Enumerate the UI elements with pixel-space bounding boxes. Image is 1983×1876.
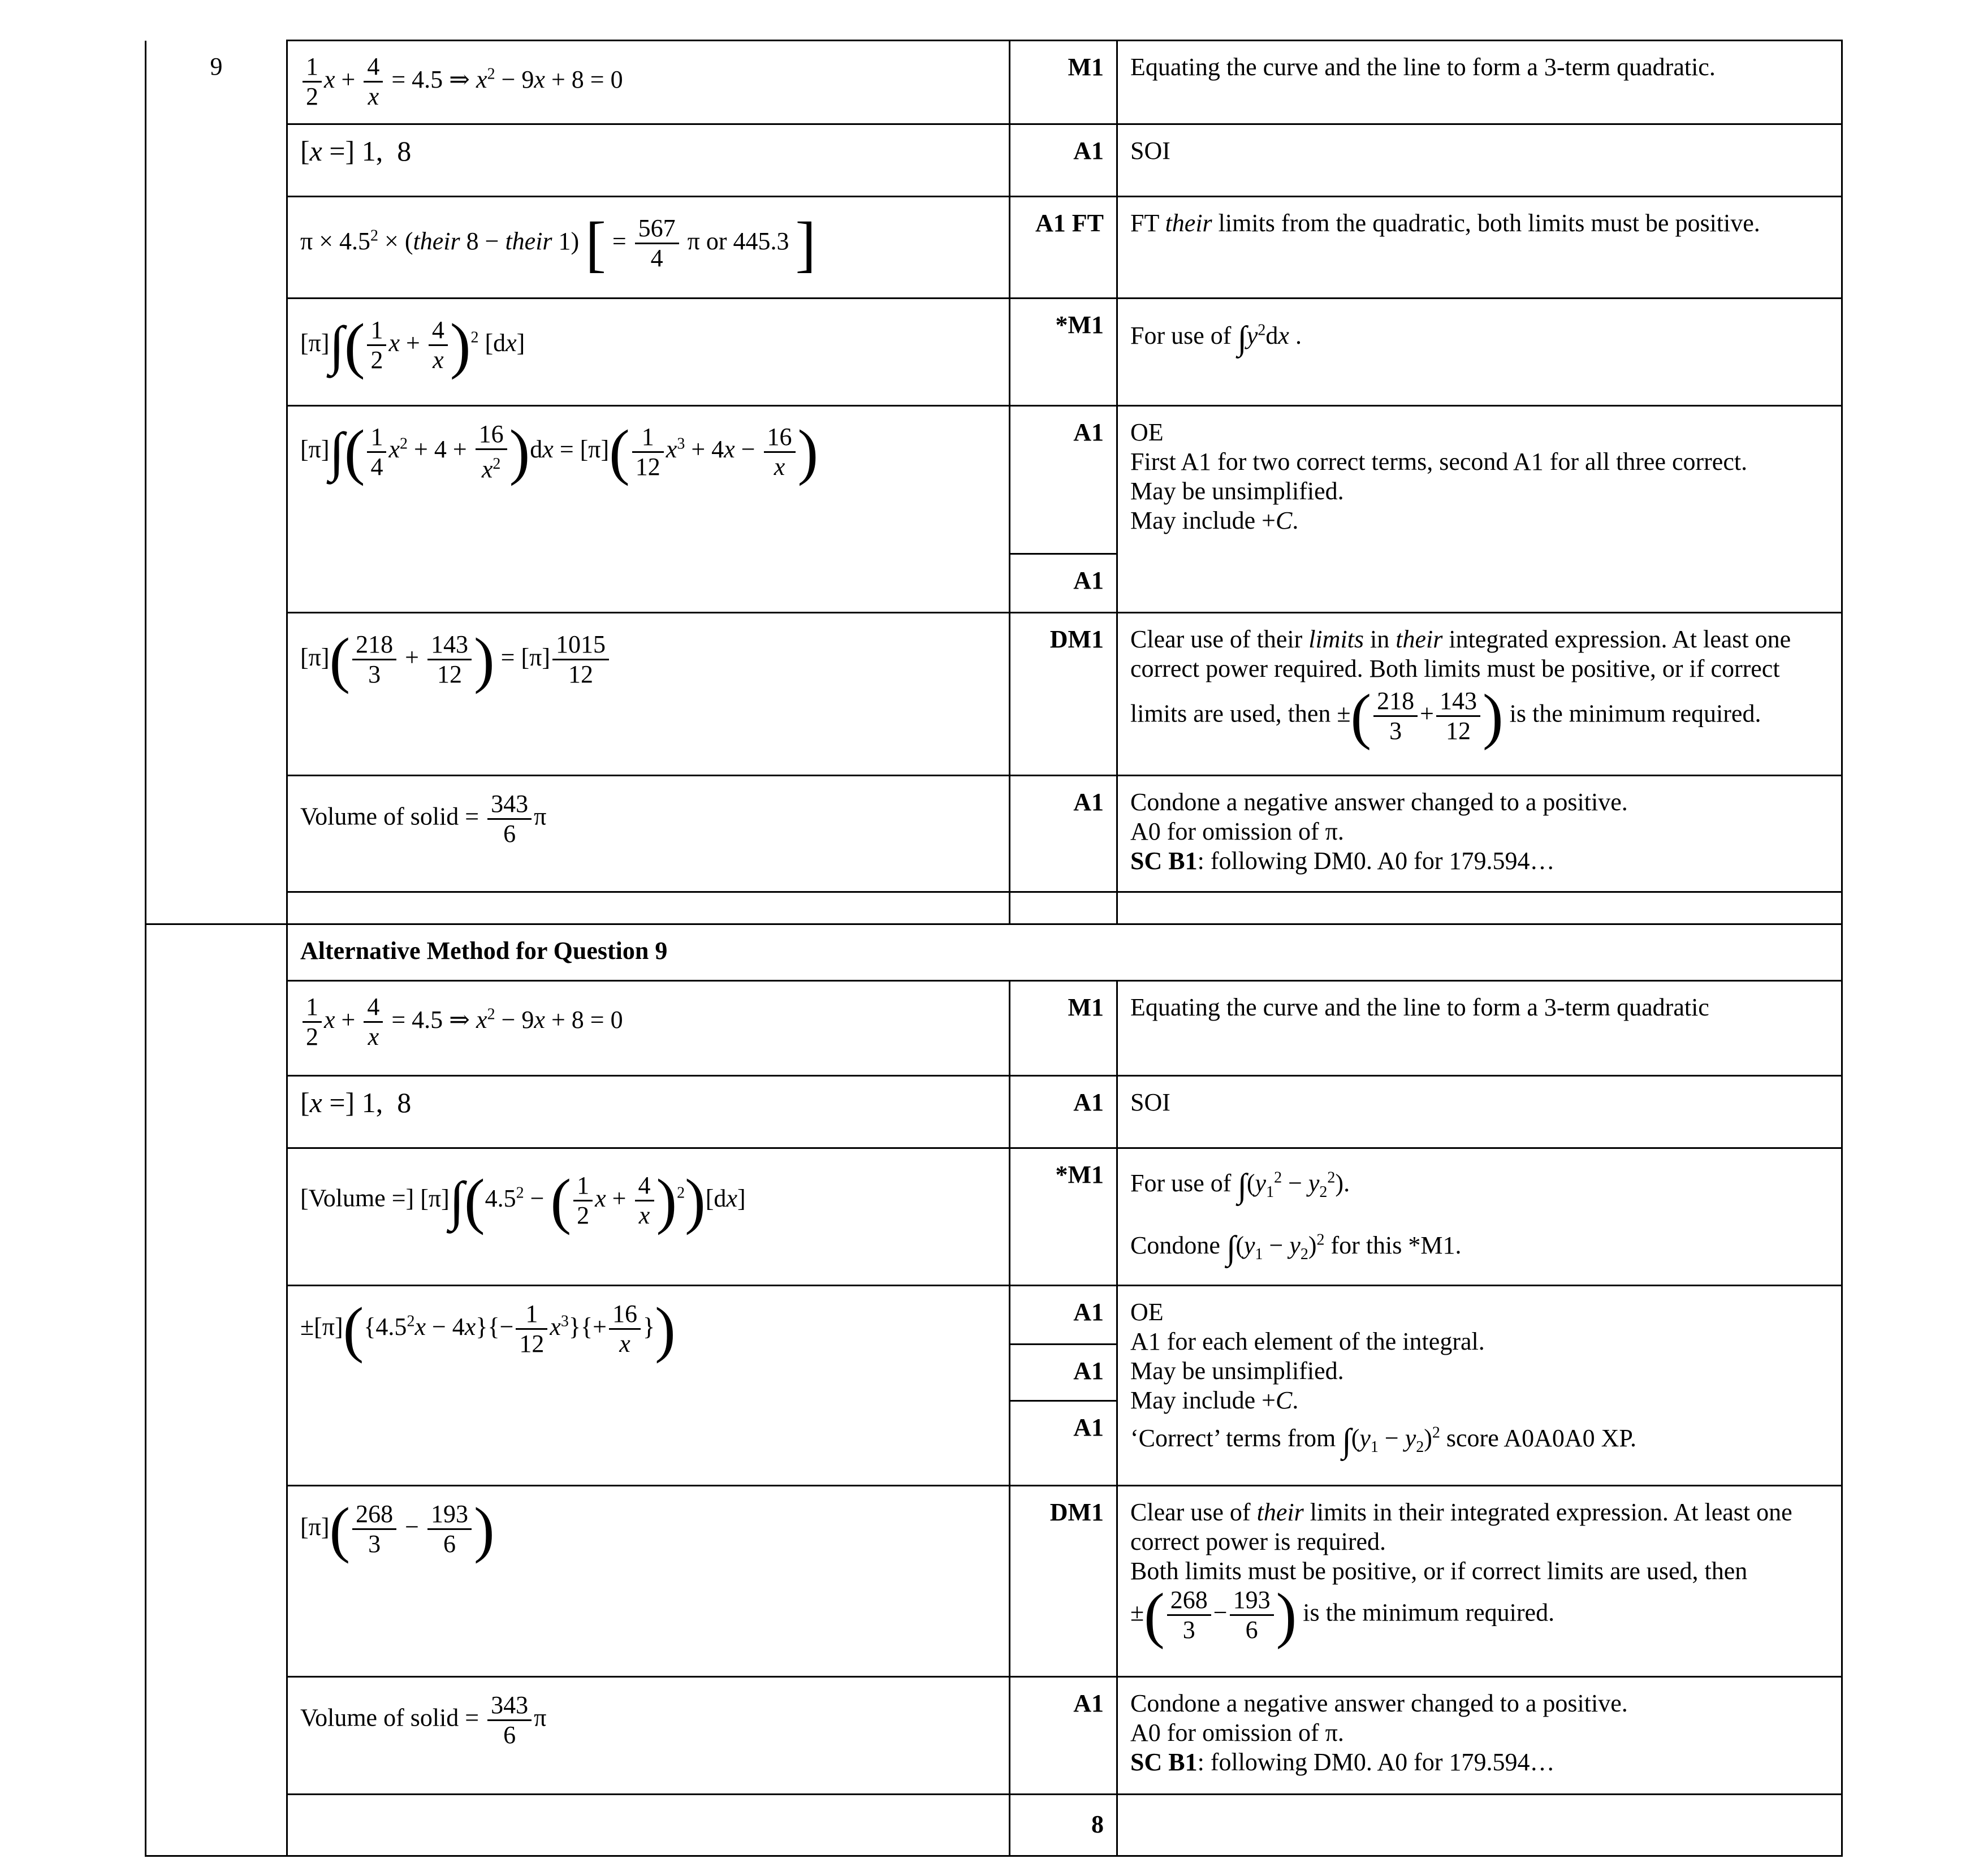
question-number: 9 (146, 41, 287, 924)
mark-scheme-sheet (145, 40, 1841, 1857)
guidance-cell (1117, 981, 1842, 1076)
table-row (146, 406, 1842, 554)
guidance-text: Condone a negative answer changed to a positive. (1130, 1689, 1628, 1717)
guidance-cell (1117, 124, 1842, 197)
answer-cell: Volume of solid = $\frac{343}{6}$ π (287, 1677, 1010, 1795)
total-row (146, 1795, 1842, 1856)
guidance-cell: Clear use of their limits in their integrated expression. At least one correct power required. Both limits must be positive, or if correct limits are used, then ±( $\frac{218}{3}$ + $\frac{143}{12}$ ) is the minimum required. (1117, 613, 1842, 776)
guidance-text: First A1 for two correct terms, second A1 for all three correct. (1130, 448, 1748, 476)
answer-cell (287, 1286, 1010, 1486)
guidance-text: SOI (1130, 137, 1170, 165)
guidance-text: OE (1130, 1298, 1164, 1326)
mark-code: A1 (1010, 1076, 1117, 1148)
guidance-cell: Clear use of their limits in their integrated expression. At least one correct power is required. Both limits must be positive, or if correct limits are used, then ±( $\frac{268}{3}$ − $\frac{193}{6}$ ) is the minimum required. (1117, 1486, 1842, 1677)
answer-formula: $[\pi]\int(4.5^2$ − ( $\frac{1}{2}$ x + $\frac{4}{x}$ )$^2$)[dx] (420, 1166, 746, 1235)
volume-denominator: 6 (503, 1721, 516, 1749)
answer-cell (287, 41, 1010, 124)
table-row (146, 613, 1842, 776)
table-row (146, 1677, 1842, 1795)
guidance-cell: For use of $\int(y_1^2 - y_2^2)$. Condone $\int(y_1 - y_2)^2$ for this *M1. (1117, 1148, 1842, 1286)
guidance-cell: FT their limits from the quadratic, both limits must be positive. (1117, 197, 1842, 299)
section-separator (146, 892, 1842, 924)
guidance-cell (1117, 406, 1842, 613)
answer-formula: [π]∫( $\frac{1}{2}$ x + $\frac{4}{x}$ )$^2$ [dx] (300, 310, 525, 380)
guidance-text: A0 for omission of π. (1130, 1719, 1344, 1747)
table-row (146, 1286, 1842, 1345)
guidance-cell-empty (1117, 1795, 1842, 1856)
mark-code: M1 (1010, 981, 1117, 1076)
answer-cell (287, 197, 1010, 299)
answer-cell (287, 1076, 1010, 1148)
volume-label: Volume of solid = (300, 802, 479, 831)
table-row (146, 776, 1842, 892)
guidance-text: Condone a negative answer changed to a positive. (1130, 788, 1628, 816)
table-row (146, 1148, 1842, 1286)
guidance-cell (1117, 1076, 1842, 1148)
guidance-text: A0 for omission of π. (1130, 818, 1344, 845)
mark-code: *M1 (1010, 299, 1117, 406)
table-row (146, 924, 1842, 981)
mark-code: A1 (1010, 776, 1117, 892)
table-row (146, 299, 1842, 406)
answer-cell (287, 613, 1010, 776)
mark-code: A1 (1010, 124, 1117, 197)
question-number-blank (146, 924, 287, 1856)
volume-numerator: 343 (487, 1691, 532, 1721)
table-row (146, 981, 1842, 1076)
total-mark: 8 (1010, 1795, 1117, 1856)
mark-code: A1 (1010, 554, 1117, 613)
answer-cell: Volume of solid = $\frac{343}{6}$ π (287, 776, 1010, 892)
guidance-text: Equating the curve and the line to form a 3-term quadratic. (1130, 53, 1716, 81)
mark-code: A1 (1010, 1345, 1117, 1401)
guidance-cell (1117, 1677, 1842, 1795)
guidance-cell: For use of $\int y^2dx$ . (1117, 299, 1842, 406)
guidance-cell (1117, 776, 1842, 892)
alternative-method-title: Alternative Method for Question 9 (287, 924, 1842, 981)
volume-numerator: 343 (487, 790, 532, 820)
mark-code: A1 FT (1010, 197, 1117, 299)
answer-formula: $\frac{1}{2}$ x + $\frac{4}{x}$ = 4.5 ⇒ $x^2 - 9x + 8 = 0$ (300, 1006, 623, 1034)
answer-formula: $\frac{1}{2}$ x + $\frac{4}{x}$ = 4.5 ⇒ $x^2 - 9x + 8 = 0$ (300, 66, 623, 93)
answer-formula: [π]( $\frac{268}{3}$ − $\frac{193}{6}$ ) (300, 1494, 495, 1564)
guidance-text: May include +C. (1130, 1386, 1299, 1414)
answer-formula: [x =] 1, 8 (300, 1087, 412, 1118)
guidance-text: OE (1130, 418, 1164, 446)
guidance-text: May be unsimplified. (1130, 477, 1344, 505)
table-row (146, 41, 1842, 124)
answer-formula: [x =] 1, 8 (300, 135, 412, 167)
guidance-text: May be unsimplified. (1130, 1357, 1344, 1385)
guidance-text: May include +C. (1130, 507, 1299, 534)
guidance-text: SOI (1130, 1088, 1170, 1116)
answer-cell (287, 1148, 1010, 1286)
guidance-cell (1117, 1286, 1842, 1486)
mark-code: A1 (1010, 1286, 1117, 1345)
mark-code: DM1 (1010, 1486, 1117, 1677)
table-row (146, 1486, 1842, 1677)
answer-cell (287, 1486, 1010, 1677)
mark-scheme-table (145, 40, 1843, 1857)
answer-cell (287, 406, 1010, 613)
mark-code: *M1 (1010, 1148, 1117, 1286)
volume-prefix: [Volume =] (300, 1184, 414, 1212)
answer-cell (287, 299, 1010, 406)
volume-label: Volume of solid = (300, 1704, 479, 1732)
table-row (146, 1076, 1842, 1148)
table-row (146, 197, 1842, 299)
answer-formula: [π]∫( $\frac{1}{4}$ $x^2 + 4$ + $\frac{16}{x^2}$ )dx = [π]( $\frac{1}{12}$ $x^3 + 4x$ − $\frac{16}{x}$ ) (300, 417, 819, 487)
answer-cell (287, 124, 1010, 197)
guidance-text: SC B1: following DM0. A0 for 179.594… (1130, 847, 1555, 875)
mark-code: DM1 (1010, 613, 1117, 776)
guidance-text: ‘Correct’ terms from $\int(y_1 - y_2)^2$ score A0A0A0 XP. (1130, 1422, 1637, 1459)
guidance-text: SC B1: following DM0. A0 for 179.594… (1130, 1748, 1555, 1776)
guidance-cell (1117, 41, 1842, 124)
table-row (146, 124, 1842, 197)
answer-formula: [π]( $\frac{218}{3}$ + $\frac{143}{12}$ ) = [π] $\frac{1015}{12}$ (300, 643, 611, 671)
volume-denominator: 6 (503, 820, 516, 848)
guidance-text: Equating the curve and the line to form a 3-term quadratic (1130, 993, 1709, 1021)
mark-code: M1 (1010, 41, 1117, 124)
mark-code: A1 (1010, 1401, 1117, 1486)
mark-code: A1 (1010, 1677, 1117, 1795)
answer-formula: $\pi \times 4.5^2$ × (their 8 − their 1) [ = $\frac{567}{4}$ π or 445.3 ] (300, 209, 816, 278)
answer-formula: $\pm[\pi](\{4.5^2x - 4x\}\{-$ $\frac{1}{12}$ $x^3\}\{+$ $\frac{16}{x}$ }) (300, 1294, 676, 1364)
answer-cell (287, 981, 1010, 1076)
mark-code: A1 (1010, 406, 1117, 554)
guidance-text: A1 for each element of the integral. (1130, 1328, 1485, 1355)
answer-cell-empty (287, 1795, 1010, 1856)
